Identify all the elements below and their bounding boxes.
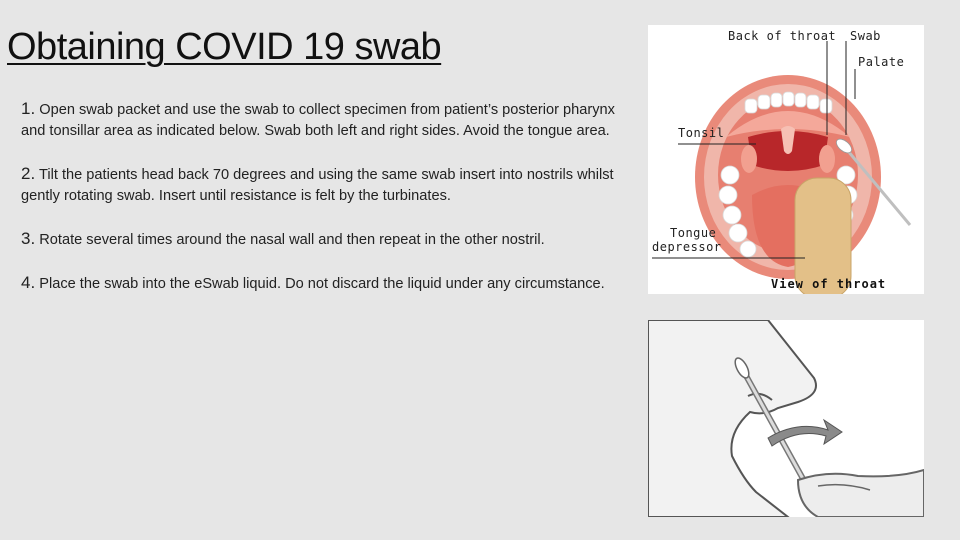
- label-back-of-throat: Back of throat: [728, 29, 837, 43]
- label-swab: Swab: [850, 29, 881, 43]
- instruction-steps: [21, 98, 631, 316]
- caption-view-of-throat: View of throat: [771, 277, 887, 291]
- step-1: [21, 98, 631, 142]
- step-number: 2.: [21, 164, 36, 183]
- step-number: 4.: [21, 273, 36, 292]
- label-depressor-line2: depressor: [652, 240, 722, 254]
- throat-illustration: [648, 25, 924, 294]
- label-tongue-line1: Tongue: [670, 226, 717, 240]
- step-text: Tilt the patients head back 70 degrees and using the same swab insert into nostrils whilst gently rotating swab. Insert until resistance is felt by the turbinates.: [21, 167, 614, 204]
- label-tonsil: Tonsil: [678, 126, 725, 140]
- step-2: [21, 163, 631, 207]
- hand-shape: [798, 470, 924, 517]
- step-text: Place the swab into the eSwab liquid. Do not discard the liquid under any circumstance.: [39, 276, 605, 292]
- step-text: Rotate several times around the nasal wall and then repeat in the other nostril.: [39, 232, 545, 248]
- step-text: Open swab packet and use the swab to collect specimen from patient’s posterior pharynx and tonsillar area as indicated below. Swab both left and right sides. Avoid the tongue area.: [21, 102, 615, 139]
- nasal-swab-diagram: [648, 320, 924, 517]
- right-tonsil: [819, 145, 835, 173]
- step-3: [21, 228, 631, 251]
- face-profile: [648, 320, 816, 517]
- label-palate: Palate: [858, 55, 905, 69]
- left-tonsil: [741, 145, 757, 173]
- step-number: 1.: [21, 99, 36, 118]
- nasal-swab-illustration: [648, 320, 924, 517]
- rotation-arrow-icon: [768, 420, 842, 446]
- step-number: 3.: [21, 229, 36, 248]
- step-4: [21, 272, 631, 295]
- throat-diagram: [648, 25, 924, 294]
- slide-title: Obtaining COVID 19 swab: [7, 26, 442, 68]
